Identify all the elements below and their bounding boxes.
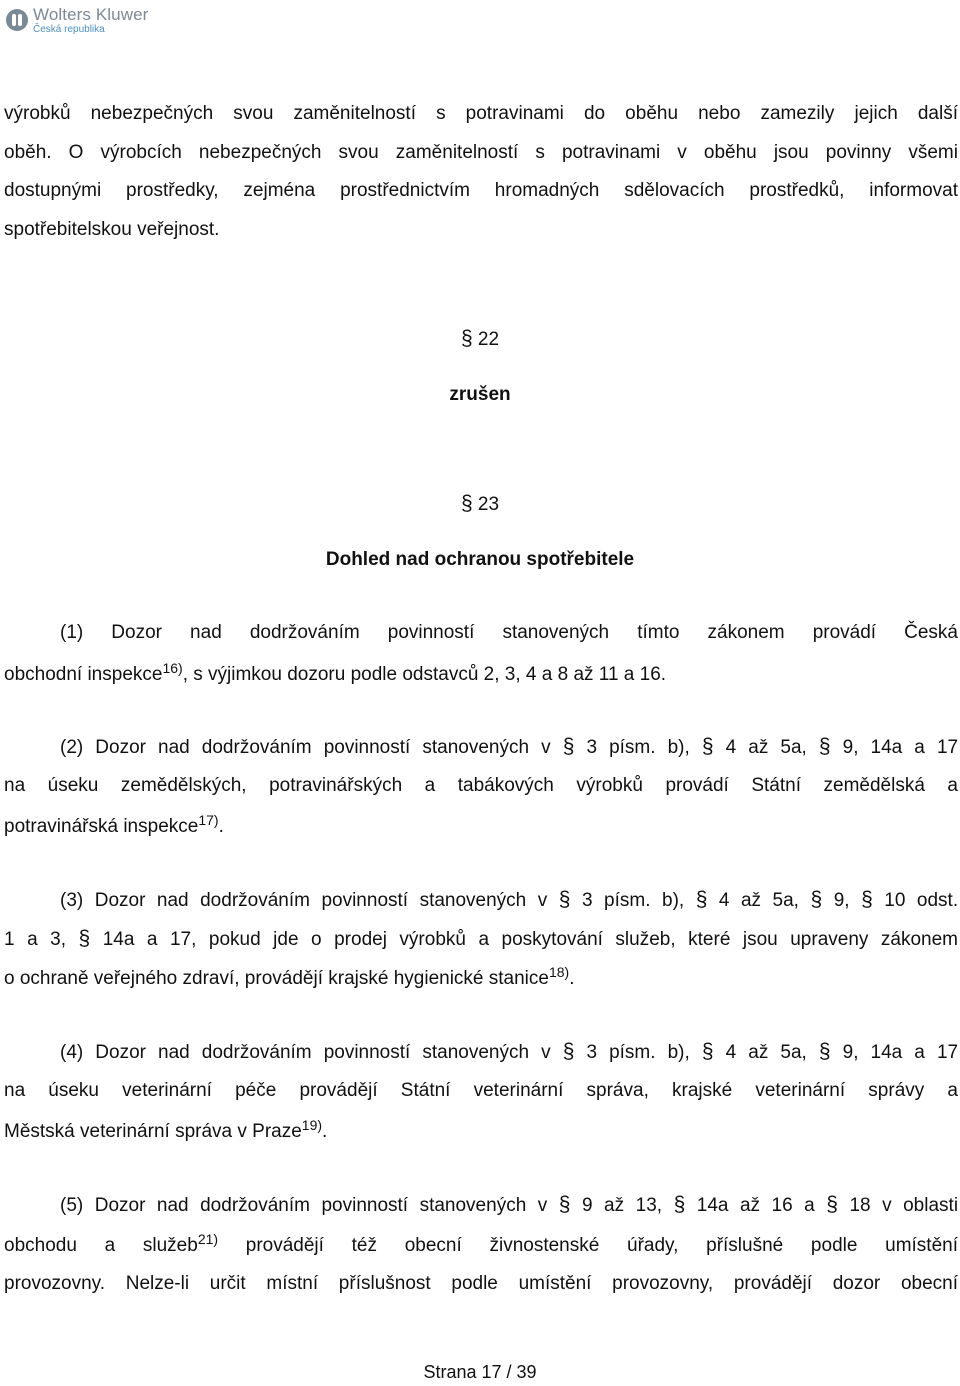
p2-line-3 (4, 808, 958, 847)
p3-line-2 (4, 920, 958, 960)
section-mark: § (861, 888, 873, 911)
p5-text: 9 až 13, (581, 1195, 663, 1216)
section-mark: § (673, 1193, 686, 1216)
section-mark: § (810, 888, 823, 911)
intro-line-3: dostupnými prostředky, zejména prostřednictvím hromadných sdělovacích prostředků, informovat (4, 180, 958, 201)
p4-text: 3 písm. b), (586, 1042, 690, 1063)
p3-text: 10 odst. (884, 890, 959, 911)
section-mark: § (558, 888, 571, 911)
footnote-ref: 19) (301, 1117, 323, 1133)
p2-text: (2) Dozor nad dodržováním povinností stanovených v (60, 737, 551, 758)
p3-line-1 (60, 881, 958, 921)
section-mark: § (701, 1040, 714, 1063)
section-mark: § (826, 1193, 838, 1216)
footnote-ref: 17) (198, 812, 219, 828)
section-mark: § (818, 735, 831, 758)
footnote-ref: 18) (548, 964, 570, 980)
section-number: 23 (477, 494, 500, 515)
section-mark: § (558, 1193, 571, 1216)
wolters-kluwer-logo-icon (6, 9, 28, 31)
brand-name: Wolters Kluwer (33, 4, 149, 24)
p4-text: (4) Dozor nad dodržováním povinností stanovených v (60, 1042, 551, 1063)
p2-text: potravinářská inspekce (4, 816, 199, 837)
p5-line-3: provozovny. Nelze-li určit místní příslušnost podle umístění provozovny, provádějí dozor obecní (4, 1273, 958, 1294)
p3-line-3 (4, 960, 958, 999)
p1-line-1: (1) Dozor nad dodržováním povinností stanovených tímto zákonem provádí Česká (60, 622, 958, 643)
section-mark: § (818, 1040, 831, 1063)
section-23-number (0, 492, 960, 516)
section-23-title: Dohled nad ochranou spotřebitele (325, 549, 635, 570)
p3-text: 9, (833, 890, 850, 911)
p4-line-3 (4, 1113, 958, 1152)
p2-text: 3 písm. b), (586, 737, 690, 758)
p4-text: 4 až 5a, (725, 1042, 807, 1063)
p3-text: 4 až 5a, (718, 890, 799, 911)
p1-text: obchodní inspekce (4, 664, 163, 685)
p2-text: 9, 14a a 17 (842, 737, 959, 758)
intro-line-1: výrobků nebezpečných svou zaměnitelností s potravinami do oběhu nebo zamezily jejich další (4, 103, 958, 124)
p5-line-1 (60, 1186, 958, 1226)
p5-text: 18 v oblasti (849, 1195, 959, 1216)
p3-text: 14a a 17, pokud jde o prodej výrobků a poskytování služeb, které jsou upraveny zákonem (102, 929, 959, 950)
p3-text: (3) Dozor nad dodržováním povinností stanovených v (60, 890, 548, 911)
p1-text: , s výjimkou dozoru podle odstavců 2, 3, 4 a 8 až 11 a 16. (182, 664, 667, 685)
footnote-ref: 16) (162, 660, 183, 676)
section-mark: § (562, 735, 575, 758)
p2-line-1 (60, 728, 958, 768)
p2-line-2: na úseku zemědělských, potravinářských a tabákových výrobků provádí Státní zemědělská a (4, 775, 958, 796)
p3-text: . (569, 968, 575, 989)
p5-text: (5) Dozor nad dodržováním povinností stanovených v (60, 1195, 548, 1216)
section-22-number (0, 327, 960, 351)
footnote-ref: 21) (197, 1231, 219, 1247)
publisher-logo (6, 5, 148, 35)
page-number: Strana 17 / 39 (423, 1362, 537, 1382)
section-mark: § (460, 327, 473, 350)
p3-text: 3 písm. b), (581, 890, 685, 911)
p3-text: 1 a 3, (4, 929, 66, 950)
intro-line-2: oběh. O výrobcích nebezpečných svou zaměnitelností s potravinami v oběhu jsou povinny všemi (4, 142, 958, 163)
p2-text: . (218, 816, 224, 837)
p5-text: 14a až 16 a (696, 1195, 815, 1216)
p3-text: o ochraně veřejného zdraví, provádějí krajské hygienické stanice (4, 968, 549, 989)
p4-text: Městská veterinární správa v Praze (4, 1121, 302, 1142)
section-number: 22 (477, 329, 500, 350)
p5-text: provádějí též obecní živnostenské úřady, příslušné podle umístění (218, 1235, 959, 1256)
p4-text: 9, 14a a 17 (842, 1042, 959, 1063)
p2-text: 4 až 5a, (725, 737, 807, 758)
section-mark: § (562, 1040, 575, 1063)
p4-text: . (322, 1121, 328, 1142)
p1-line-2 (4, 656, 958, 695)
section-mark: § (701, 735, 714, 758)
section-mark: § (78, 927, 91, 950)
section-mark: § (460, 492, 473, 515)
p5-line-2 (4, 1227, 958, 1266)
intro-line-4: spotřebitelskou veřejnost. (4, 219, 220, 240)
p4-line-2: na úseku veterinární péče provádějí Státní veterinární správa, krajské veterinární správy a (4, 1080, 958, 1101)
brand-region: Česká republika (33, 23, 105, 35)
section-22-title: zrušen (449, 384, 511, 405)
section-mark: § (695, 888, 708, 911)
p4-line-1 (60, 1033, 958, 1073)
p5-text: obchodu a služeb (4, 1235, 198, 1256)
